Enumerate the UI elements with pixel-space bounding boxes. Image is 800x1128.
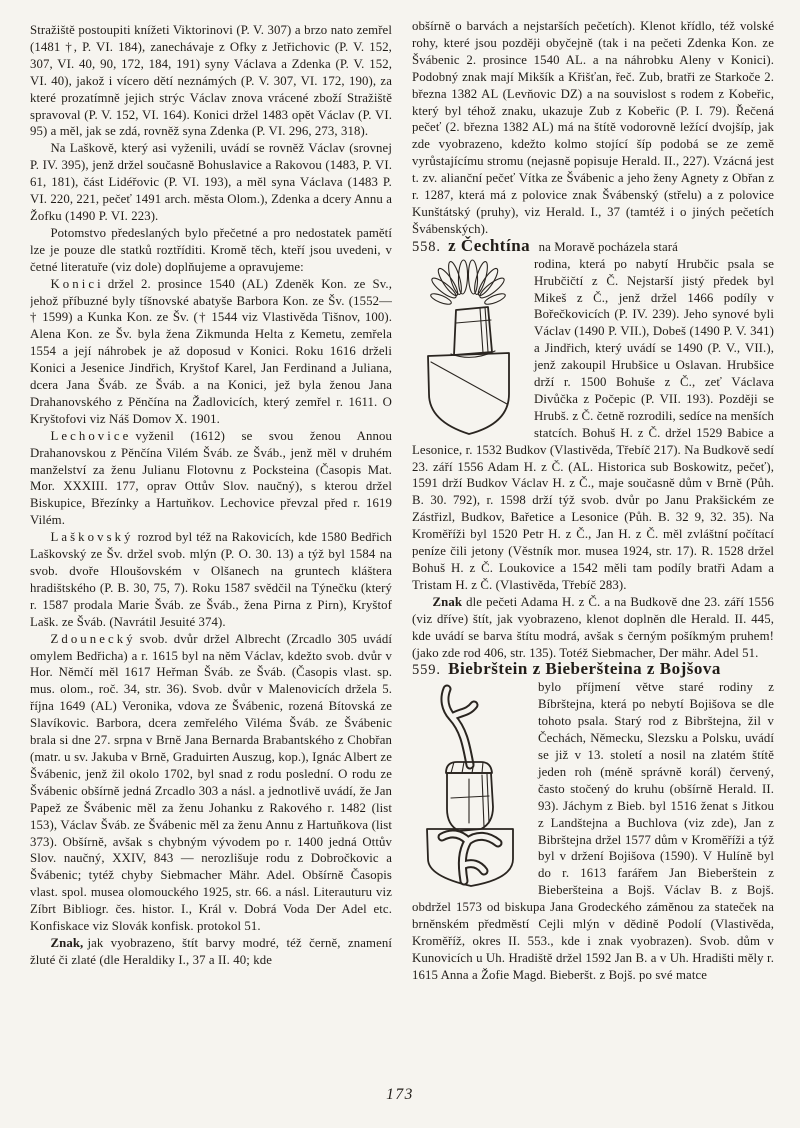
paragraph-text: Potomstvo předeslaných bylo přečetné a pro nedostatek pamětí lze je pouze dle statků roztříditi. Kromě těch, kteří jsou uvedeni, v četné literatuře (viz dole) doplňujeme a opravujeme: [30, 225, 392, 274]
winged-crest [429, 260, 506, 307]
paragraph-text: vyženil (1612) se svou ženou Annou Drahanovskou z Pěnčína Vilém Šváb. ze Šváb., jenž měl v druhém manželství za ženu Julianu Flotovnu z Pocksteina (Časopis Mat. Mor. XXXIII. 177, oprav Ottův Slov. naučný), s kterou držel Biskupice, Březínky a Hartuňkov. Lechovice převzal před r. 1619 Vilém. [30, 428, 392, 528]
entry-lead-text: na Moravě pocházela stará [538, 239, 678, 254]
entry-559-heading [412, 661, 774, 679]
paragraph-text: jak vyobrazeno, štít barvy modré, též černě, znamení žluté či zlaté (dle Heraldiky I., 37 a II. 40; kde [30, 935, 392, 967]
right-column [412, 18, 774, 1084]
helm [451, 307, 495, 357]
paragraph-text: držel 2. prosince 1540 (AL) Zdeněk Kon. ze Sv., jehož příbuzné byly tíšnovské abatyše Barbora Kon. ze Šv. (1552— † 1599) a Kunka Kon. ze Šv. († 1544 viz Vlastivěda Tišnov, 100). Alena Kon. ze Šv. byla žena Zikmunda Helta z Kemetu, zemřela 1554 a její náhrobek je až doposud v Konici. Roku 1616 drželi Konici a Jesenice Jindřich, Kryštof Karel, Jan Ferdinand a Juliana, dcera Jana Šváb. ze Šváb. a na Konici, jež byla ženou Jana Drahanovského z Pěnčína na Žadlovicích, který zemřel r. 1611. O Kryštofovi viz Náš Domov X. 1901. [30, 276, 392, 426]
paragraph [30, 276, 392, 428]
paragraph-lead: Konici [50, 276, 104, 291]
entry-title: z Čechtína [448, 235, 531, 255]
shield [428, 353, 509, 434]
entry-body-text: bylo příjmení větve staré rodiny z Bíbrštejna, která po nebytí Bojišova se dle tohoto psala. Starý rod z Bibrštejna, žil v Čechách, Německu, Slezsku a Polsku, uvádí se již v 13. století a nosil na zlatém štítě jeden roh (méně správně korál) červený, často stočený do kruhu (obšírně Herald. II. 93). Jáchym z Bieb. byl 1516 ženat s Jitkou z Landštejna a Buchlova (viz zde), Jan z Bibrštejna držel 1577 dům v Kroměříži a týž byl v držení Bojišova (1590). V Hulíně byl do r. 1613 farářem Jan Bieberštein z Bieberšteina a Bojš. Václav B. z Bojš. obdržel 1573 od biskupa Jana Grodeckého záměnou za stateček na brněnském předměstí Cejli mlýn v dědině Podolí (Vlastivěda, Kroměříž, okres II. 553., kde i znak vyobrazen). Svob. dům v Kunovicích u Uh. Hradiště držel 1592 Jan B. a v Uh. Hradišti měly r. 1615 Anna a Žofie Magd. Bieberšt. z Bojš. po své matce [412, 680, 774, 982]
paragraph [30, 631, 392, 935]
entry-558-body [412, 256, 774, 594]
paragraph-lead: Znak, [50, 935, 84, 950]
entry-558-heading [412, 235, 774, 256]
helm [447, 773, 493, 831]
coat-of-arms-biebrstein-image [414, 681, 526, 887]
entry-body-text: rodina, která po nabytí Hrubčic psala se Hrubčičtí z Č. Nejstarší jistý předek byl Mikeš z Č., jenž držel 1466 podíly v Bořečkovicích (P. IV. 239). Jeho synové byli Václav (1490 P. VII.), Dobeš (1490 P. V. 341) a Jindřich, který uvádí se 1490 (P. V., VII.), jenž zakoupil Hrubšice u Oslavan. Hrubšice drží r. 1500 Bohuše z Č., zeť Václava Divůčka z Počepic (P. VII. 193). Později se Hrubš. z Č. četně rozrodili, sedíce na menších statcích. Bohuš H. z Č. držel 1529 Babice a Lesonice, r. 1532 Budkov (Vlastivěda, Třebíč 217). Na Budkově sedí 23. září 1556 Adam H. z Č. (AL. Historica sub Boskowitz, pečeť), 1591 drží Budkov Václav H. z Č., maje současně dům v Brně (Půh. B. 30. 792), r. 1598 drží týž svob. dvůr po Janu Prakšickém ze Zástřizl, Budkov, Bařetice a Lesonice (Půh. B. 32 9, 32. 35). Na Kroměříži byl 1520 Petr H. z Č., Jan H. z Č. měl zvláštní počítací peníze čili jetony (Věstník mor. musea 1924, str. 17). R. 1528 držel Bohuš H. z Č. Loukovice a 1542 měli tam podíly bratři Adam a Tristam H. z Č. (Vlastivěda, Třebíč 283). [412, 256, 774, 592]
paragraph [30, 428, 392, 529]
entry-559-body [412, 679, 774, 983]
entry-558-znak [412, 594, 774, 662]
paragraph-text: obšírně o barvách a nejstarších pečetích). Klenot křídlo, též volské rohy, které jsou později obyčejně (tak i na pečeti Zdenka Kon. ze Švábenic 2. prosince 1540 AL. a na náhrobku Aleny v Konici). Podobný znak mají Mikšík a Křišťan, řeč. Zub, bratři ze Starkoče 2. března 1382 AL (Levňovic DZ) a na souvislost s rodem z Kobeřic, který byl téhož znaku, ukazuje Zub z Kobeřic (P. I. 79). Řečená pečeť (2. března 1382 AL) má na štítě vodorovně ležící dvojšíp, jak zde vyobrazeno, kdežto kolmo stojící šíp podobá se ze země vyrůstajícímu stromu (nejasně popisuje Herald. II., 227). Vzácná jest t. zv. alianční pečeť Vítka ze Švábenic a jeho ženy Agnety z Obřan z r. 1287, která má z polovice znak Švábenský (střelu) a z polovice Kunštátský (pruhy), viz Herald. I., 37 (tamtéž i o jiných pečetích Švábenských). [412, 19, 774, 236]
paragraph-text: Na Laškově, který asi vyženili, uvádí se rovněž Václav (srovnej P. IV. 395), jenž držel současně Bohuslavice a Rakovou (1483, P. VI. 61, 181), část Lidéřovic (P. VI. 193), a měl syna Václava (1483 P. VI. 220, 221, pečeť 1491 arch. města Olom.), Zdenka a dcery Annu a Žofku (1490 P. VI. 223). [30, 141, 392, 223]
paragraph-lead: Lechovice [50, 428, 132, 443]
left-column [30, 22, 392, 1088]
paragraph [30, 529, 392, 630]
entry-number: 559. [412, 662, 441, 679]
entry-title: Biebrštein z Bieberšteina z Bojšova [448, 659, 721, 679]
shield [427, 829, 513, 886]
paragraph-lead: Zdounecký [50, 631, 136, 646]
paragraph-lead: Znak [432, 594, 463, 609]
paragraph-text: Stražiště postoupiti knížeti Viktorinovi (P. V. 307) a brzo nato zemřel (1481 †, P. VI. 184), zanechávaje z Ofky z Jetřichovic (P. V. 152, 307, VI. 40, 90, 172, 184, 191) syny Václava a Zdenka (P. V. 152, VI. 40), jakož i vícero dětí neznámých (P. V. 307, VI. 172, 190), za které prozatímně jejich strýc Václav znova vrácené zboží Stražiště spravoval (P. V. 152, VI. 164). Konici držel 1483 opět Václav (P. VI. 95) a měl, jak se zdá, rovněž syna Zdenka (P. VI. 296, 273, 318). [30, 23, 392, 139]
paragraph [30, 225, 392, 276]
paragraph-lead: Laškovský [50, 530, 134, 545]
paragraph [30, 935, 392, 969]
paragraph-text: svob. dvůr držel Albrecht (Zrcadlo 305 uvádí omylem Bedřicha) a r. 1615 byl na něm Václav, kdežto svob. dvůr v Hor. Němčí měl 1617 Heřman Šváb. ze Šváb. (Časopis vlast. sp. mus. olom., roč. 34, str. 36). Svob. dvůr v Malenovicích držela 5. října 1649 (AL) Veronika, vdova ze Švábenic, rozená Bítovská ze Slavíkovic. Barbora, dcera zemřelého Viléma Šváb. ze Švábenic brala si dne 27. srpna v Brně Jana Bernarda Brabantského z Chobřan (matr. u sv. Jakuba v Brně, Graduirten Auszug, kop.), Ignác Albert ze Švábenic, jenž žil okolo 1702, byl snad z rodu poslední. O rodu ze Švábenic obšírně jedná Zrcadlo 303 a násl. a jednotlivě uvádí, že Jan Papež ze Švábenic měl za ženu Johanku z Rakového r. 1482 (list 153), Václav Šváb. ze Švábenic měl za ženu Annu z Hartuňkova (list 373). Obšírně, avšak s chybným vývodem po r. 1400 jedná Ottův Slov. naučný, XXIV, 843 — nerozlišuje rodu z Dobročkovic a Švábenic; tytéž chyby Siebmacher Mähr. Adel. Obšírně Časopis vlast. spol. musea olomouckého 1925, str. 66. a násl. Literauturu viz Zíbrt Bibliogr. čes. histor. I., Král v. Dobrá Voda Der Adel etc. Konfiskace viz Slovák konfisk. protokol 51. [30, 631, 392, 934]
branch-crest [445, 689, 474, 765]
paragraph [412, 18, 774, 238]
page-number: 173 [386, 1086, 414, 1103]
paragraph [30, 140, 392, 225]
paragraph [30, 22, 392, 140]
coat-of-arms-cechtina-image [414, 258, 522, 436]
paragraph-text: rozrod byl též na Rakovicích, kde 1580 Bedřich Laškovský ze Šv. držel svob. mlýn (P. O. 30. 13) a týž byl 1584 na svob. dvoře Hloušovském v Olšanech na gruntech kláštera hradištského (P. B. 30, 75, 7). Roku 1587 svědčil na Týnečku (který r. 1587 prodala Marie Šváb. ze Šváb., žena Pirna z Pirn), Kryštof Lašk. ze Šváb. (Navrátil Jesuité 374). [30, 530, 392, 629]
entry-number: 558. [412, 238, 441, 255]
paragraph-text: dle pečeti Adama H. z Č. a na Budkově dne 23. září 1556 (viz dříve) štít, jak vyobrazeno, klenot doplněn dle Herald. II. 445, kde uvádí se barva štítu modrá, avšak s černým pošíkmým pruhem! (jako zde rod 406, str. 135). Totéž Siebmacher, Der mähr. Adel 51. [412, 594, 774, 660]
